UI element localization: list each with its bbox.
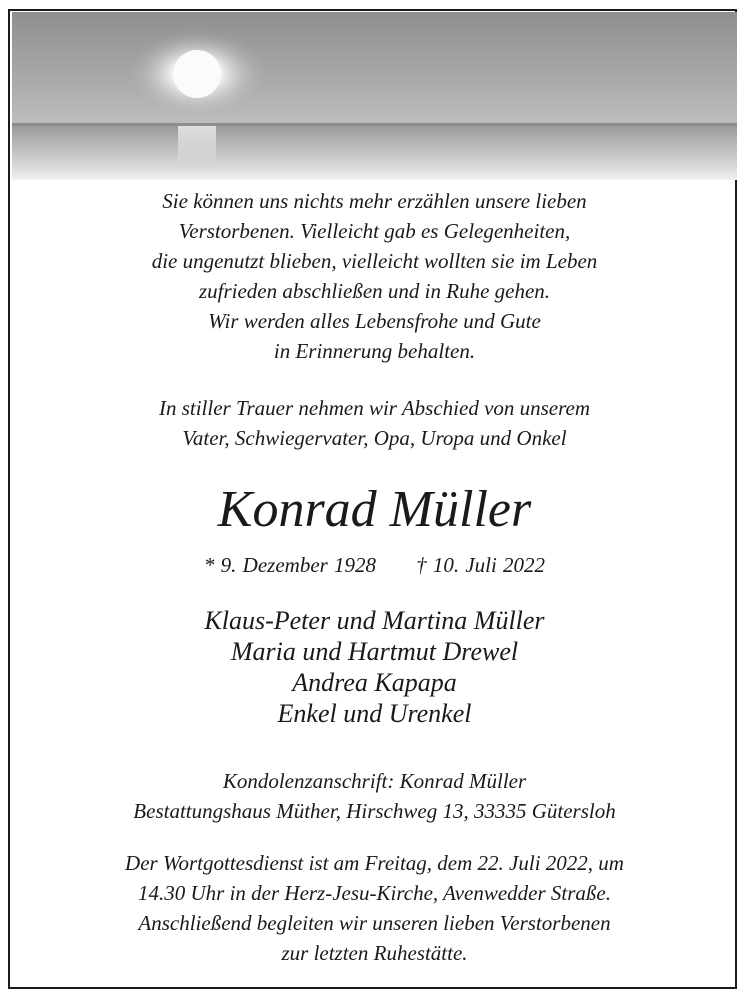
intro-line: Vater, Schwiegervater, Opa, Uropa und Onkel [182, 426, 567, 450]
poem-line: Sie können uns nichts mehr erzählen unsere lieben [162, 189, 587, 213]
mourner-line: Klaus-Peter und Martina Müller [204, 606, 545, 635]
poem-line: die ungenutzt blieben, vielleicht wollten sie im Leben [151, 249, 598, 273]
mourner-line: Andrea Kapapa [292, 668, 457, 697]
intro-line: In stiller Trauer nehmen wir Abschied von unserem [158, 396, 591, 420]
poem [12, 186, 737, 366]
sunset-over-sea-image [12, 12, 737, 180]
deceased-name: Konrad Müller [217, 481, 532, 538]
poem-line: in Erinnerung behalten. [273, 339, 476, 363]
life-dates [12, 551, 737, 579]
mourner-line: Maria und Hartmut Drewel [230, 637, 519, 666]
poem-line: Wir werden alles Lebensfrohe und Gute [208, 309, 541, 333]
service-line: Anschließend begleiten wir unseren lieben Verstorbenen [138, 911, 611, 935]
mourner-line: Enkel und Urenkel [277, 699, 472, 728]
family-mourners [12, 605, 737, 729]
poem-line: zufrieden abschließen und in Ruhe gehen. [198, 279, 551, 303]
service-line: Der Wortgottesdienst ist am Freitag, dem 22. Juli 2022, um [125, 851, 624, 875]
poem-line: Verstorbenen. Vielleicht gab es Gelegenheiten, [178, 219, 571, 243]
address-line: Bestattungshaus Müther, Hirschweg 13, 33335 Gütersloh [133, 799, 616, 823]
service-line: 14.30 Uhr in der Herz-Jesu-Kirche, Avenwedder Straße. [137, 881, 611, 905]
condolence-address [12, 766, 737, 826]
death-date: † 10. Juli 2022 [416, 553, 546, 577]
birth-date: * 9. Dezember 1928 [203, 553, 377, 577]
mourning-intro [12, 393, 737, 453]
service-line: zur letzten Ruhestätte. [281, 941, 468, 965]
service-details [12, 848, 737, 968]
address-line: Kondolenzanschrift: Konrad Müller [222, 769, 527, 793]
